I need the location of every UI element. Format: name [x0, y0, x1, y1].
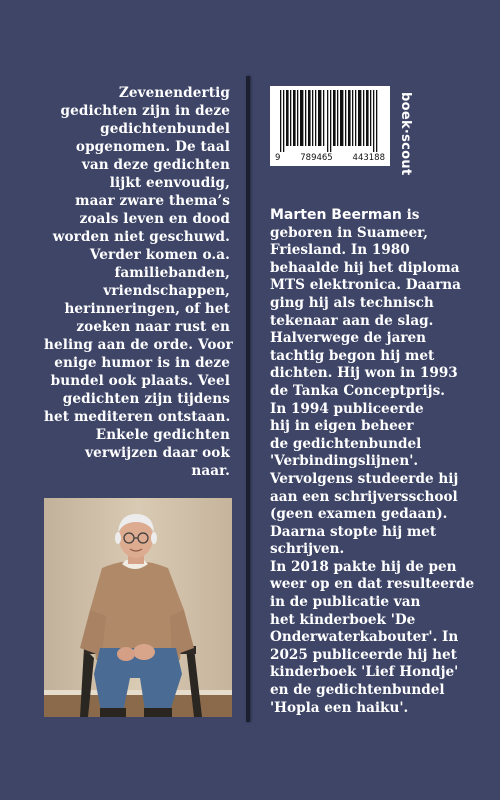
blurb-line: Enkele gedichten: [95, 427, 230, 443]
spine-divider: [246, 76, 250, 722]
bio-line: en de gedichtenbundel: [270, 682, 445, 699]
bio-line: tekenaar aan de slag.: [270, 312, 434, 329]
barcode-digits: [270, 153, 390, 163]
blurb-line: van deze gedichten: [81, 157, 230, 173]
bio-line: 'Verbindingslijnen'.: [270, 453, 419, 470]
blurb-line: herinneringen, of het: [64, 301, 230, 317]
bio-line: In 1994 publiceerde: [270, 400, 424, 417]
bio-line: aan een schrijversschool: [270, 488, 458, 505]
blurb-line: het mediteren ontstaan.: [44, 409, 231, 425]
bio-line: hij in eigen beheer: [270, 418, 414, 435]
bio-first-line: [270, 207, 470, 225]
bio-line: In 2018 pakte hij de pen: [270, 558, 457, 575]
author-photo: [44, 498, 232, 717]
bio-line: behaalde hij het diploma: [270, 259, 460, 276]
bio-line: in de publicatie van: [270, 594, 421, 611]
bio-line: Daarna stopte hij met: [270, 523, 437, 540]
blurb-line: heling aan de orde. Voor: [44, 337, 233, 353]
blurb-line: maar zware thema’s: [75, 193, 230, 209]
bio-line: het kinderboek 'De: [270, 611, 416, 628]
bio-line: MTS elektronica. Daarna: [270, 277, 461, 294]
author-bio: [270, 207, 475, 717]
blurb-line: lijkt eenvoudig,: [109, 175, 230, 191]
bio-line: de Tanka Conceptprijs.: [270, 382, 445, 399]
blurb-line: bundel ook plaats. Veel: [50, 373, 230, 389]
bio-line: schrijven.: [270, 541, 345, 558]
publisher-logo-text: boek·scout: [398, 92, 413, 176]
bio-line: (geen examen gedaan).: [270, 506, 448, 523]
blurb-line: naar.: [191, 463, 230, 479]
bio-line: 'Hopla een haiku'.: [270, 699, 409, 716]
barcode-digit-group: 443188: [352, 153, 385, 163]
bio-line: kinderboek 'Lief Hondje': [270, 664, 459, 681]
author-photo-illustration: [44, 498, 232, 717]
blurb-line: gedichten zijn tijdens: [62, 391, 230, 407]
bio-line: Halverwege de jaren: [270, 330, 427, 347]
blurb-line: verwijzen daar ook: [85, 445, 230, 461]
barcode-digit-group: 789465: [300, 153, 333, 163]
bio-line: Vervolgens studeerde hij: [270, 470, 459, 487]
blurb-line: familiebanden,: [114, 265, 230, 281]
blurb-line: zoals leven en dood: [79, 211, 230, 227]
blurb-line: zoeken naar rust en: [76, 319, 230, 335]
blurb-line: vriendschappen,: [103, 283, 230, 299]
isbn-barcode: [270, 86, 390, 166]
bio-line: geboren in Suameer,: [270, 224, 429, 241]
bio-line: Onderwaterkabouter'. In: [270, 629, 459, 646]
blurb-line: Zevenendertig: [118, 85, 230, 101]
blurb-line: Verder komen o.a.: [89, 247, 230, 263]
bio-line: 2025 publiceerde hij het: [270, 646, 457, 663]
blurb-line: gedichten zijn in deze: [60, 103, 230, 119]
bio-line: de gedichtenbundel: [270, 435, 422, 452]
back-cover-blurb: [44, 84, 233, 480]
blurb-line: worden niet geschuwd.: [52, 229, 230, 245]
barcode-digit-group: 9: [275, 153, 281, 163]
blurb-line: opgenomen. De taal: [75, 139, 230, 155]
bio-line: ging hij als technisch: [270, 294, 434, 311]
author-name: Marten Beerman: [270, 207, 402, 223]
blurb-line: gedichtenbundel: [100, 121, 230, 137]
bio-line: Friesland. In 1980: [270, 242, 410, 259]
bio-first-line-rest: is: [401, 207, 420, 223]
bio-line: dichten. Hij won in 1993: [270, 365, 458, 382]
bio-line: tachtig begon hij met: [270, 347, 435, 364]
bio-line: weer op en dat resulteerde: [270, 576, 475, 593]
blurb-line: enige humor is in deze: [54, 355, 230, 371]
publisher-logo: [398, 92, 416, 176]
barcode-bars: [270, 86, 390, 156]
